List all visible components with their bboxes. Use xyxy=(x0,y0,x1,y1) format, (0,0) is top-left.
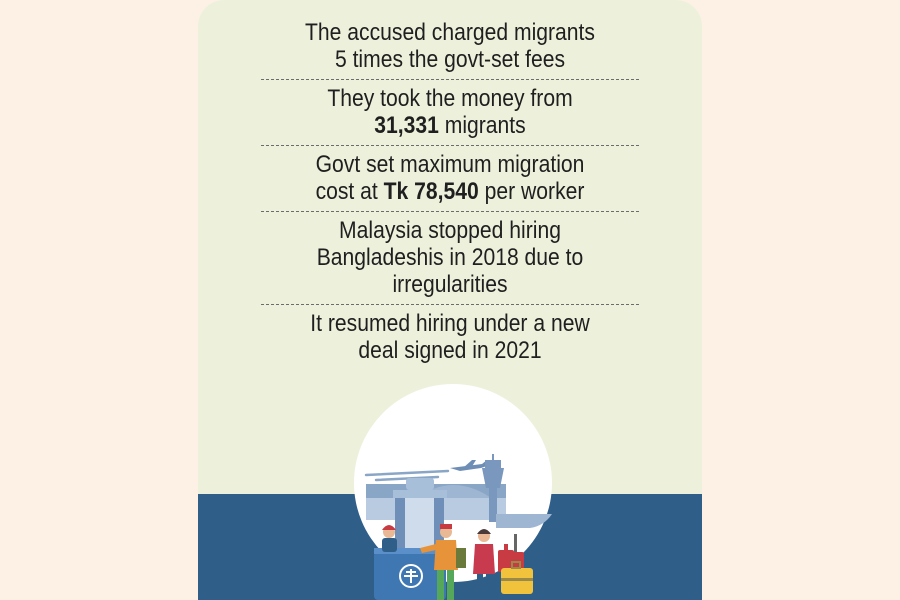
fact-line: Govt set maximum migration xyxy=(315,151,585,178)
fact-5 xyxy=(284,305,617,370)
fact-highlight: 31,331 xyxy=(374,112,439,139)
fact-line: 5 times the govt-set fees xyxy=(334,46,566,73)
fact-line xyxy=(284,178,617,205)
fact-line: Bangladeshis in 2018 due to xyxy=(316,244,584,271)
fact-line: The accused charged migrants xyxy=(305,19,595,46)
contrail-lines xyxy=(366,471,448,480)
fact-text: cost at xyxy=(315,178,384,205)
fact-text: migrants xyxy=(438,112,526,139)
fact-text: per worker xyxy=(478,178,585,205)
fact-line: deal signed in 2021 xyxy=(358,337,542,364)
fact-4 xyxy=(284,212,617,304)
fact-line: It resumed hiring under a new xyxy=(310,310,590,337)
fact-3 xyxy=(284,146,617,211)
fact-1 xyxy=(284,14,617,79)
bottom-band xyxy=(198,494,702,600)
fact-line xyxy=(284,112,617,139)
airplane-icon xyxy=(450,460,490,471)
infographic-card xyxy=(198,0,702,600)
fact-2 xyxy=(284,80,617,145)
fact-line: Malaysia stopped hiring xyxy=(339,217,561,244)
fact-line: They took the money from xyxy=(327,85,573,112)
fact-highlight: Tk 78,540 xyxy=(383,178,479,205)
facts-list xyxy=(198,14,702,370)
fact-line: irregularities xyxy=(392,271,508,298)
